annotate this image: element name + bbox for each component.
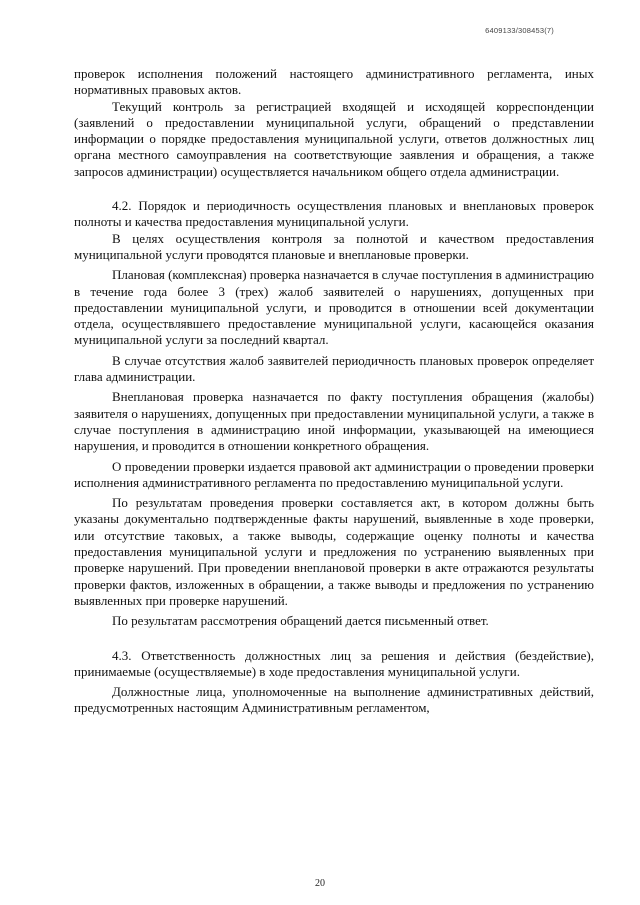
paragraph-no-complaints: В случае отсутствия жалоб заявителей периодичность плановых проверок определяет глава администрации. [74,352,594,385]
paragraph-current-control: Текущий контроль за регистрацией входящей и исходящей корреспонденции (заявлений о предоставлении муниципальной услуги, обращений о представлении информации о порядке предоставления муниципальной услуги, ответов должностных лиц органа местного самоуправления на соответствующие заявления и обращения, а также запросов администрации) осуществляется начальником общего отдела администрации. [74,98,594,179]
paragraph-check-act: По результатам проведения проверки составляется акт, в котором должны быть указаны документально подтвержденные факты нарушений, выявленные в ходе проверки, или отсутствие таковых, а также выводы, содержащие оценку полноты и качества предоставления муниципальной услуги и предложения по устранению выявленных при проверке нарушений. При проведении внеплановой проверки в акте отражаются результаты проверки фактов, изложенных в обращении, а также выводы и предложения по устранению выявленных при проверке нарушений. [74,495,594,608]
paragraph-planned-check: Плановая (комплексная) проверка назначается в случае поступления в администрацию в течение года более 3 (трех) жалоб заявителей о нарушениях, допущенных при предоставлении муниципальной услуги, и проводится в отношении всей документации отдела, осуществлявшего предоставление муниципальной услуги, касающейся оказания муниципальной услуги за последний квартал. [74,267,594,348]
paragraph-unplanned-check: Внеплановая проверка назначается по факту поступления обращения (жалобы) заявителя о нарушениях, допущенных при предоставлении муниципальной услуги, а также в случае поступления в администрацию иной информации, указывающей на имеющиеся нарушения, и проводится в отношении конкретного обращения. [74,389,594,454]
paragraph-purpose: В целях осуществления контроля за полнотой и качеством предоставления муниципальной услуги проводятся плановые и внеплановые проверки. [74,230,594,262]
paragraph-officials: Должностные лица, уполномоченные на выполнение административных действий, предусмотренных настоящим Административным регламентом, [74,684,594,716]
section-heading-4-2: 4.2. Порядок и периодичность осуществления плановых и внеплановых проверок полноты и качества предоставления муниципальной услуги. [74,198,594,230]
paragraph-legal-act: О проведении проверки издается правовой акт администрации о проведении проверки исполнения административного регламента по предоставлению муниципальной услуги. [74,458,594,490]
section-heading-4-3: 4.3. Ответственность должностных лиц за решения и действия (бездействие), принимаемые (осуществляемые) в ходе предоставления муниципальной услуги. [74,647,594,679]
page-number: 20 [315,878,325,889]
paragraph-continuation: проверок исполнения положений настоящего административного регламента, иных нормативных правовых актов. [74,66,594,98]
paragraph-written-answer: По результатам рассмотрения обращений дается письменный ответ. [112,613,489,629]
document-body [74,66,594,717]
document-id: 6409133/308453(7) [485,26,554,35]
